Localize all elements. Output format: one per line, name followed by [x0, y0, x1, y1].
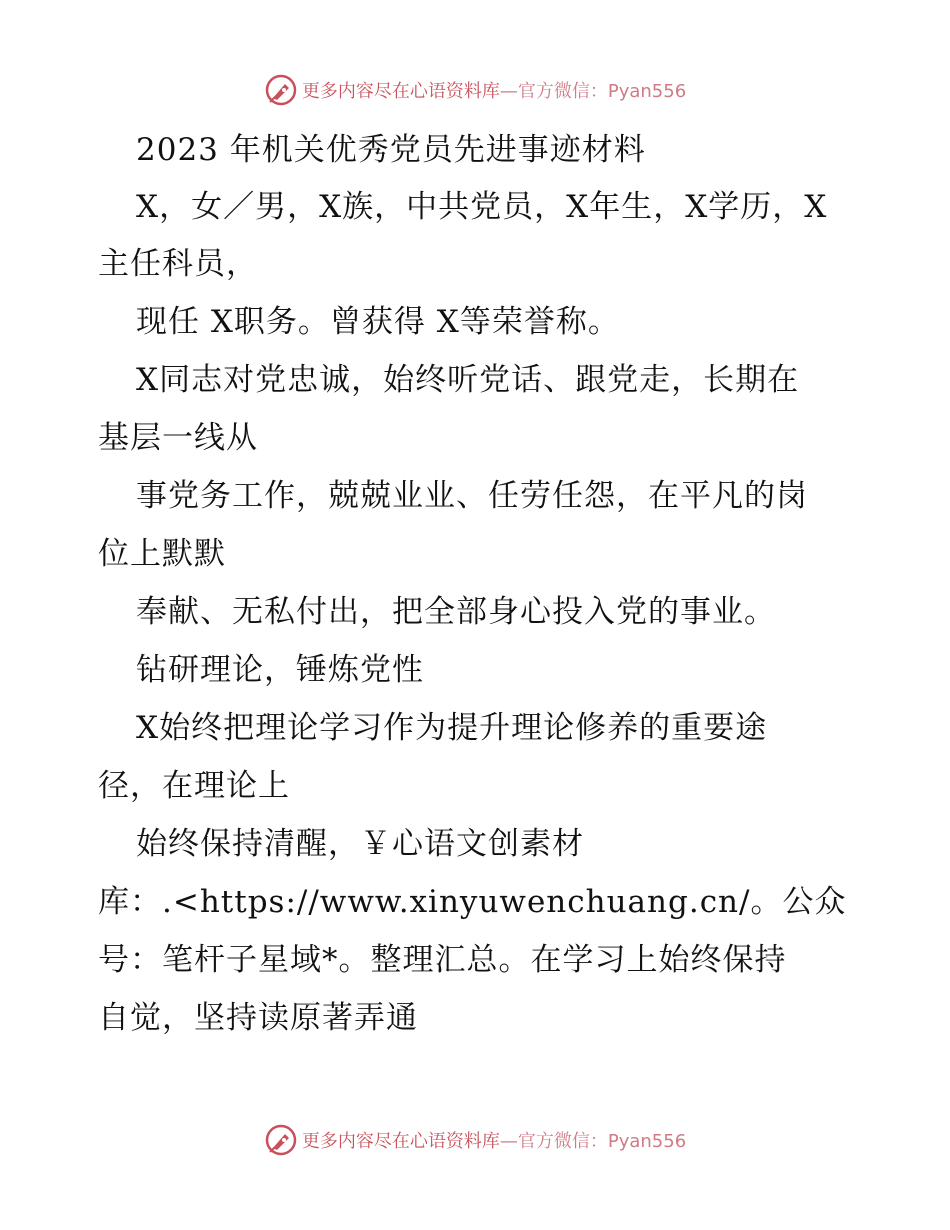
paragraph-line: 号：笔杆子星域*。整理汇总。在学习上始终保持 [98, 942, 787, 978]
paragraph-line: 事党务工作，兢兢业业、任劳任怨，在平凡的岗 [136, 478, 808, 514]
footer-watermark [0, 1120, 950, 1160]
paragraph-line: 位上默默 [98, 536, 226, 572]
paragraph-line: 库：.<https://www.xinyuwenchuang.cn/。公众 [98, 884, 847, 920]
header-watermark [0, 70, 950, 110]
paragraph-line: 主任科员， [98, 246, 258, 282]
watermark-sub-text: —官方微信：Pyan556 [499, 1131, 687, 1152]
paragraph-line: X，女／男，X族，中共党员，X年生，X学历，X [136, 189, 828, 225]
pen-nib-icon [264, 1123, 298, 1157]
section-heading: 钻研理论，锤炼党性 [136, 652, 424, 688]
paragraph-line: 现任 X职务。曾获得 X等荣誉称。 [136, 304, 620, 340]
paragraph-line: X始终把理论学习作为提升理论修养的重要途 [136, 710, 768, 746]
paragraph-line: 径，在理论上 [98, 768, 290, 804]
watermark-sub-text: —官方微信：Pyan556 [499, 81, 687, 102]
watermark-main-text: 更多内容尽在心语资料库 [301, 1131, 500, 1152]
paragraph-line: 奉献、无私付出，把全部身心投入党的事业。 [136, 594, 776, 630]
paragraph-line: 始终保持清醒，￥心语文创素材 [136, 826, 584, 862]
pen-nib-icon [264, 73, 298, 107]
watermark-main-text: 更多内容尽在心语资料库 [301, 81, 500, 102]
document-title: 2023 年机关优秀党员先进事迹材料 [136, 132, 646, 168]
paragraph-line: 自觉，坚持读原著弄通 [98, 1000, 418, 1036]
paragraph-line: X同志对党忠诚，始终听党话、跟党走，长期在 [136, 362, 800, 398]
paragraph-line: 基层一线从 [98, 420, 258, 456]
